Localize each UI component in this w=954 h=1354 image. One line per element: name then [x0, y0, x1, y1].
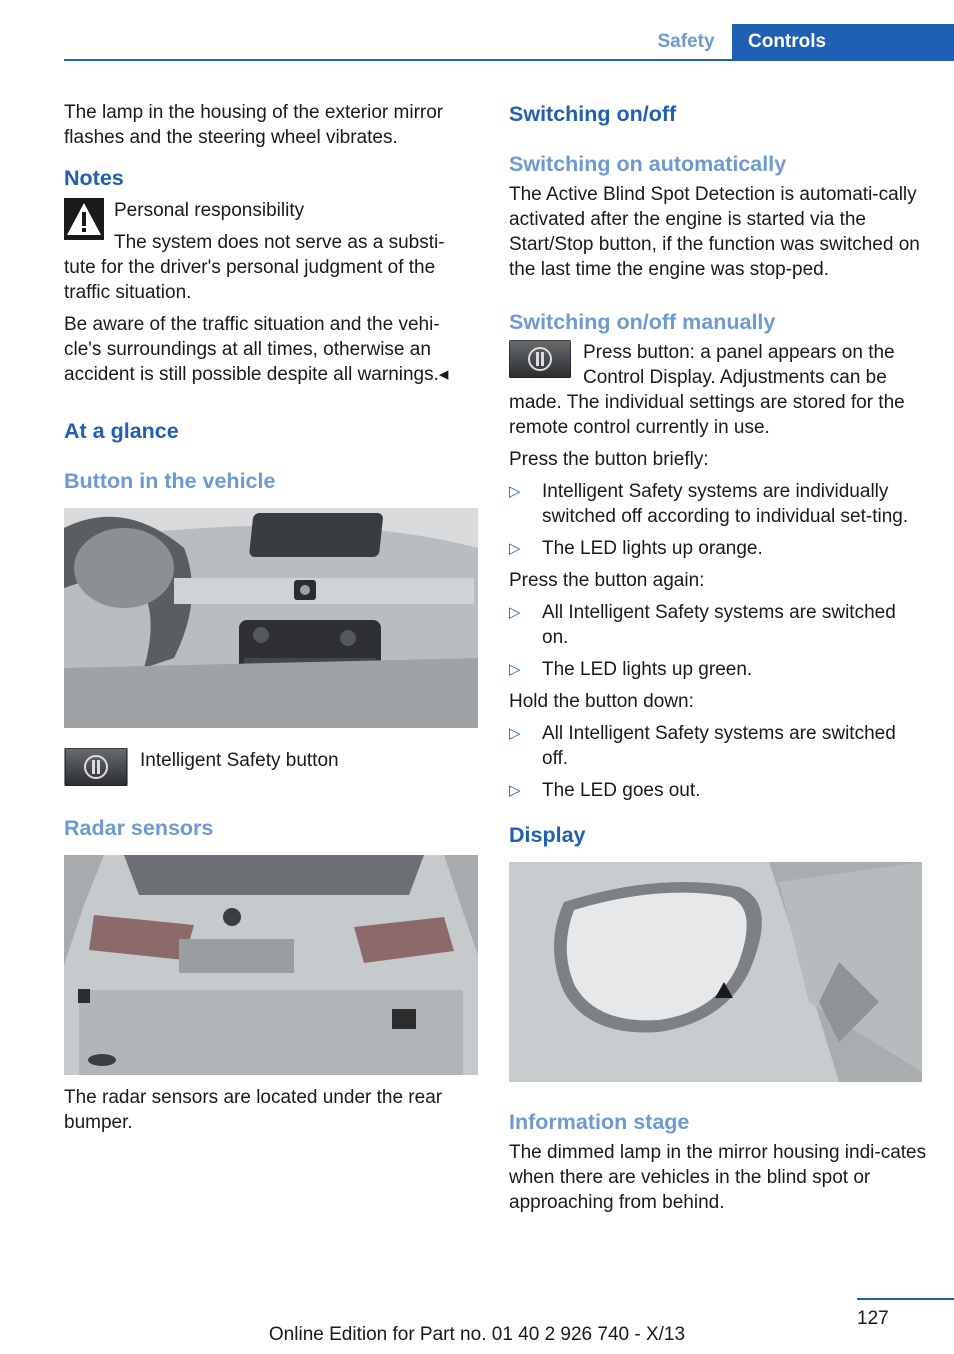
radar-heading: Radar sensors	[64, 816, 214, 840]
info-text: The dimmed lamp in the mirror housing indi-cates when there are vehicles in the blind spot or approaching from behind.	[509, 1142, 927, 1213]
auto-text: The Active Blind Spot Detection is automati-cally activated after the engine is started via the Start/Stop button, if the function was switched on the last time the engine was stop-ped.	[509, 184, 920, 280]
switch-heading: Switching on/off	[509, 102, 677, 126]
dashboard-photo	[64, 508, 478, 728]
left-column	[64, 100, 476, 1142]
info-heading: Information stage	[509, 1110, 690, 1134]
tab-safety[interactable]: Safety	[657, 31, 715, 52]
list-item: ▷ Intelligent Safety systems are individually switched off according to individual set-ting.	[509, 481, 909, 527]
right-column	[509, 100, 927, 1222]
list-item: ▷ All Intelligent Safety systems are switched off.	[509, 723, 896, 769]
note-text: The system does not serve as a substi-tute for the driver's personal judgment of the traffic situation.	[64, 232, 445, 303]
display-heading: Display	[509, 823, 586, 847]
warning-note	[64, 198, 476, 305]
hold-label: Hold the button down:	[509, 691, 694, 712]
list-item: ▷ All Intelligent Safety systems are switched on.	[509, 602, 896, 648]
button-caption: Intelligent Safety button	[140, 750, 339, 771]
header-rule	[64, 59, 954, 61]
radar-text: The radar sensors are located under the rear bumper.	[64, 1087, 443, 1133]
auto-heading: Switching on automatically	[509, 152, 787, 176]
bullet-triangle-icon: ▷	[509, 782, 521, 799]
button-caption-row	[64, 748, 476, 788]
list-item: ▷ The LED lights up green.	[509, 659, 753, 680]
manual-block	[509, 340, 927, 440]
list-item: ▷ The LED goes out.	[509, 780, 701, 801]
notes-heading: Notes	[64, 166, 124, 190]
page-number-rule	[857, 1298, 954, 1300]
brief-list	[509, 479, 927, 561]
bullet-triangle-icon: ▷	[509, 540, 521, 557]
rear-car-photo	[64, 855, 478, 1075]
bullet-triangle-icon: ▷	[509, 661, 521, 678]
intro-text: The lamp in the housing of the exterior mirror flashes and the steering wheel vibrates.	[64, 102, 444, 148]
footer-edition: Online Edition for Part no. 01 40 2 926 740 - X/13	[268, 1324, 686, 1345]
note-title: Personal responsibility	[114, 200, 305, 221]
manual-text: Press button: a panel appears on the Control Display. Adjustments can be made. The individual settings are stored for the remote control currently in use.	[509, 342, 905, 438]
bullet-triangle-icon: ▷	[509, 725, 521, 742]
note-text-2: Be aware of the traffic situation and the vehi-cle's surroundings at all times, otherwise an accident is still possible despite all warnings.◂	[64, 314, 449, 385]
tab-controls[interactable]: Controls	[732, 24, 954, 60]
glance-heading: At a glance	[64, 419, 179, 443]
again-list	[509, 600, 927, 682]
intelligent-safety-button-icon[interactable]	[509, 340, 571, 378]
warning-triangle-icon	[64, 198, 104, 240]
again-label: Press the button again:	[509, 570, 705, 591]
intelligent-safety-button-icon[interactable]	[64, 748, 128, 786]
bullet-triangle-icon: ▷	[509, 604, 521, 621]
button-heading: Button in the vehicle	[64, 469, 276, 493]
bullet-triangle-icon: ▷	[509, 483, 521, 500]
hold-list	[509, 721, 927, 803]
manual-heading: Switching on/off manually	[509, 310, 776, 334]
brief-label: Press the button briefly:	[509, 449, 709, 470]
page-number: 127	[857, 1308, 889, 1329]
list-item: ▷ The LED lights up orange.	[509, 538, 763, 559]
mirror-photo	[509, 862, 922, 1082]
